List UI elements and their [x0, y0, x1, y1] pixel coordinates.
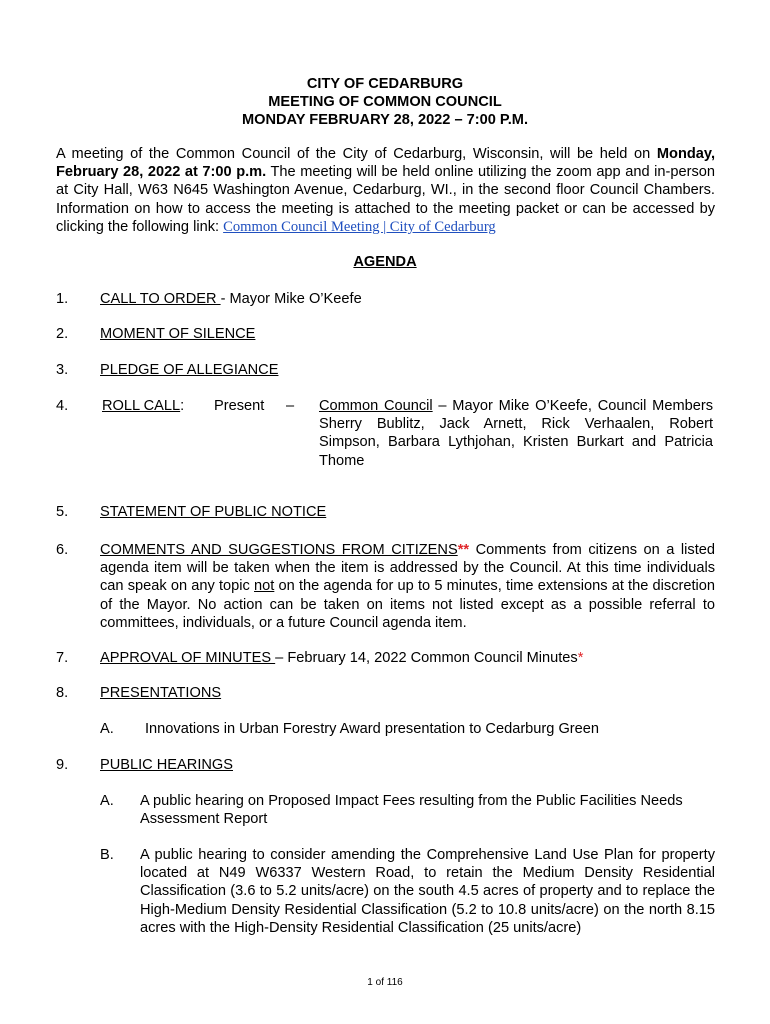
item-title: PRESENTATIONS — [100, 685, 222, 701]
item-title: PUBLIC HEARINGS — [100, 757, 233, 773]
double-asterisk: ** — [457, 542, 470, 558]
document-header — [0, 75, 770, 129]
item-detail: – February 14, 2022 Common Council Minutes — [275, 650, 578, 666]
subitem-text: Innovations in Urban Forestry Award presentation to Cedarburg Green — [145, 721, 600, 737]
subitem-text: A public hearing on Proposed Impact Fees resulting from the Public Facilities Needs Assessment Report — [140, 793, 683, 828]
item-title: APPROVAL OF MINUTES — [100, 650, 276, 666]
item-number: 4. — [56, 398, 69, 414]
agenda-item-4 — [56, 397, 715, 477]
item-number: 2. — [56, 326, 69, 342]
header-date: MONDAY FEBRUARY 28, 2022 – 7:00 P.M. — [241, 112, 529, 128]
item-number: 9. — [56, 757, 69, 773]
header-city: CITY OF CEDARBURG — [306, 76, 464, 92]
item-number: 3. — [56, 362, 69, 378]
subitem-letter: B. — [100, 847, 114, 863]
item-number: 1. — [56, 291, 69, 307]
agenda-title: AGENDA — [353, 254, 417, 270]
intro-text-2: The meeting will be held online utilizing the zoom app and in-person at City Hall, W63 N645 Washington Avenue, Cedarburg, WI., in the second floor Council Chambers. Information on how to access the meeting is attached to the meeting packet or can be accessed by clicking the following link: — [56, 164, 715, 235]
subitem-letter: A. — [100, 793, 114, 809]
item-title: COMMENTS AND SUGGESTIONS FROM CITIZENS — [100, 542, 458, 558]
item-number: 8. — [56, 685, 69, 701]
subitem-text: A public hearing to consider amending the Comprehensive Land Use Plan for property located at N49 W6337 Western Road, to retain the Medium Density Residential Classification (3.6 to 5.2 units/acre) on the south 4.5 acres of property and to replace the High-Medium Density Residential Classification (5.2 to 10.8 units/acre) on the north 8.15 acres with the High-Density Residential Classification (25 units/acre) — [140, 847, 715, 936]
roll-call-dash: – — [286, 398, 295, 414]
common-council-label: Common Council — [319, 398, 433, 414]
intro-date-bold: Monday, February 28, 2022 at 7:00 p.m. — [56, 146, 715, 181]
roll-call-colon: : — [180, 398, 185, 414]
agenda-item-9 — [56, 756, 715, 936]
item-title: ROLL CALL — [102, 398, 181, 414]
roll-call-members — [319, 397, 713, 470]
item-text-1: Comments from citizens on a listed agenda item will be taken when the item is addressed by the Council. At this time individuals can speak on any topic — [100, 542, 715, 595]
item-title: CALL TO ORDER — [100, 291, 221, 307]
subitem-letter: A. — [100, 721, 114, 737]
item-number: 7. — [56, 650, 69, 666]
agenda-item-8 — [56, 684, 715, 744]
header-meeting: MEETING OF COMMON COUNCIL — [268, 94, 502, 110]
item-title: PLEDGE OF ALLEGIANCE — [100, 362, 279, 378]
members-list: – Mayor Mike O’Keefe, Council Members Sherry Bublitz, Jack Arnett, Rick Verhaalen, Robert Simpson, Barbara Lythjohan, Kristen Burkart and Patricia Thome — [319, 398, 713, 469]
intro-text-1: A meeting of the Common Council of the City of Cedarburg, Wisconsin, will be held on — [56, 146, 657, 162]
item-title: STATEMENT OF PUBLIC NOTICE — [100, 504, 327, 520]
asterisk: * — [577, 650, 584, 666]
intro-paragraph — [56, 145, 715, 236]
item-text-not: not — [254, 578, 275, 595]
item-text-2: on the agenda for up to 5 minutes, time extensions at the discretion of the Mayor. No action can be taken on items not listed except as a possible referral to committees, individuals, or a future Council agenda item. — [100, 578, 715, 631]
item-detail: - Mayor Mike O’Keefe — [220, 291, 362, 307]
item-number: 5. — [56, 504, 69, 520]
item-title: MOMENT OF SILENCE — [100, 326, 256, 342]
roll-call-present: Present — [214, 398, 265, 414]
item-number: 6. — [56, 542, 69, 558]
council-meeting-link[interactable]: Common Council Meeting | City of Cedarburg — [223, 218, 496, 235]
page-number: 1 of 116 — [367, 977, 403, 988]
agenda-item-6 — [56, 541, 715, 633]
